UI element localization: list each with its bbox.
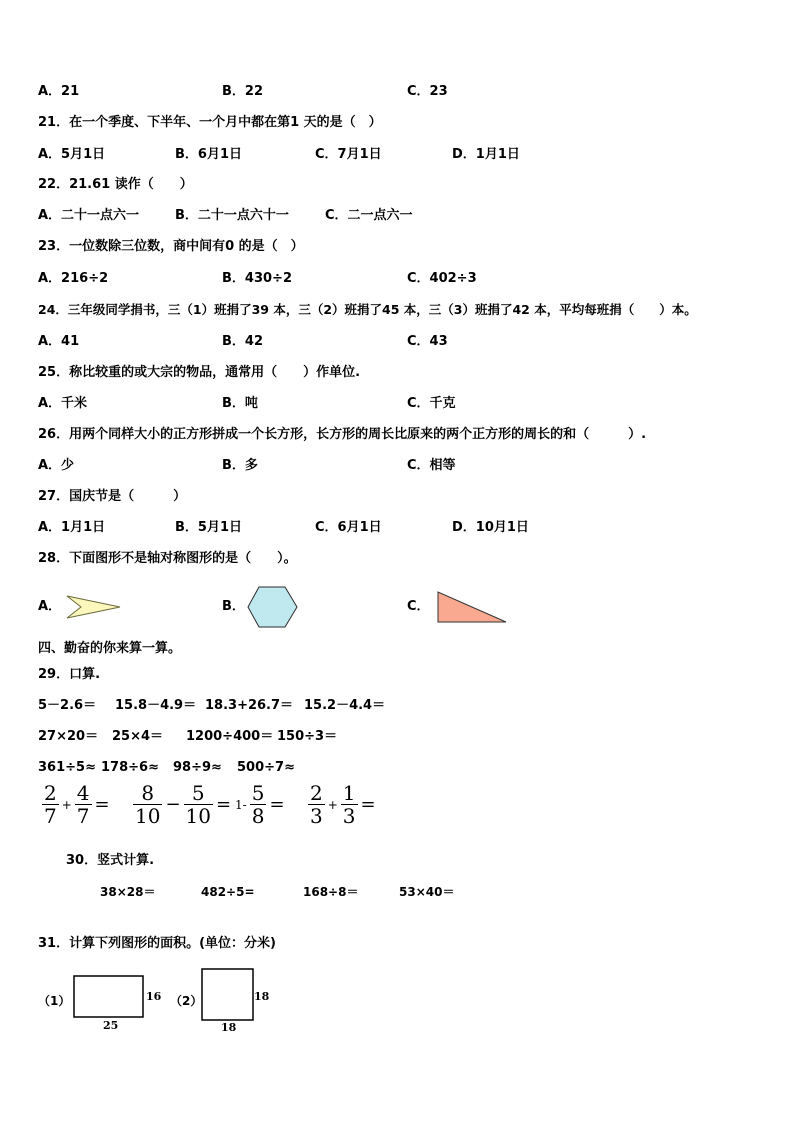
plus-sign: + — [61, 797, 72, 812]
right-triangle-figure — [436, 590, 510, 626]
q24-option-c: C．43 — [407, 334, 448, 349]
fraction-numerator: 1 — [342, 781, 356, 805]
vertical-calc-item: 53×40＝ — [399, 885, 455, 899]
square-width-label: 18 — [221, 1021, 237, 1034]
mental-calc-item: 500÷7≈ — [237, 760, 295, 775]
q23-option-c: C．402÷3 — [407, 271, 477, 286]
fraction-expression-3 — [235, 782, 288, 827]
fraction-denominator: 3 — [310, 804, 323, 828]
fraction-numerator: 2 — [310, 781, 323, 805]
one-minus: 1- — [235, 797, 247, 812]
fraction-numerator: 8 — [133, 782, 162, 805]
equals-sign: = — [269, 794, 285, 815]
mental-calc-item: 361÷5≈ — [38, 760, 96, 775]
q26-option-c: C．相等 — [407, 458, 456, 473]
square-figure — [201, 968, 255, 1022]
q29-stem: 29．口算. — [38, 667, 101, 682]
fraction-denominator: 3 — [342, 804, 356, 828]
q21-option-d: D．1月1日 — [452, 147, 520, 162]
q22-stem: 22．21.61 读作（ ） — [38, 177, 193, 192]
vertical-calc-item: 38×28＝ — [100, 885, 156, 899]
fraction-numerator: 2 — [44, 781, 57, 805]
q26-option-b: B．多 — [222, 458, 258, 473]
fraction-denominator: 7 — [76, 804, 90, 828]
q22-option-b: B．二十一点六十一 — [175, 208, 289, 223]
mental-calc-item: 5－2.6＝ — [38, 698, 97, 713]
q24-option-b: B．42 — [222, 334, 263, 349]
fraction-numerator: 4 — [76, 781, 90, 805]
vertical-calc-item: 168÷8＝ — [303, 885, 359, 899]
fraction-expression-2 — [133, 782, 234, 827]
q23-stem: 23．一位数除三位数，商中间有0 的是（ ） — [38, 239, 304, 254]
mental-calc-item: 178÷6≈ — [101, 760, 159, 775]
q26-option-a: A．少 — [38, 458, 75, 473]
q24-stem: 24．三年级同学捐书，三（1）班捐了39 本，三（2）班捐了45 本，三（3）班捐了42 本，平均每班捐（ ）本。 — [38, 302, 697, 317]
fraction-numerator: 5 — [251, 781, 265, 805]
q28-stem: 28．下面图形不是轴对称图形的是（ ）。 — [38, 551, 297, 566]
q25-option-a: A．千米 — [38, 396, 88, 411]
fraction-denominator: 8 — [251, 804, 265, 828]
q31-stem: 31．计算下列图形的面积。(单位：分米) — [38, 936, 276, 951]
q21-option-a: A．5月1日 — [38, 147, 106, 162]
q20-option-a: A．21 — [38, 84, 80, 99]
q27-option-c: C．6月1日 — [315, 520, 382, 535]
q21-option-b: B．6月1日 — [175, 147, 242, 162]
q27-option-a: A．1月1日 — [38, 520, 106, 535]
fraction-expression-1 — [42, 782, 113, 827]
equals-sign: = — [94, 794, 110, 815]
q28-option-b: B． — [222, 599, 245, 614]
mental-calc-item: 15.8－4.9＝ — [115, 698, 197, 713]
fraction-denominator: 7 — [44, 804, 57, 828]
q21-stem: 21．在一个季度、下半年、一个月中都在第1 天的是（ ） — [38, 115, 382, 130]
rectangle-figure — [73, 975, 145, 1019]
fraction-denominator: 10 — [185, 804, 211, 828]
arrow-shape-figure — [64, 594, 124, 620]
minus-sign: − — [165, 794, 181, 815]
q27-option-d: D．10月1日 — [452, 520, 529, 535]
mental-calc-item: 15.2－4.4＝ — [304, 698, 386, 713]
mental-calc-item: 1200÷400＝ — [186, 729, 274, 744]
fraction-numerator: 5 — [184, 782, 213, 805]
q21-option-c: C．7月1日 — [315, 147, 382, 162]
q20-option-b: B．22 — [222, 84, 263, 99]
q27-stem: 27．国庆节是（ ） — [38, 489, 187, 504]
hexagon-figure — [246, 585, 300, 631]
q23-option-b: B．430÷2 — [222, 271, 292, 286]
mental-calc-item: 150÷3＝ — [277, 729, 338, 744]
rectangle-height-label: 16 — [146, 990, 162, 1003]
equals-sign: = — [360, 794, 376, 815]
square-height-label: 18 — [254, 990, 270, 1003]
fraction-denominator: 10 — [135, 804, 161, 828]
mental-calc-item: 25×4＝ — [112, 729, 164, 744]
q25-option-c: C．千克 — [407, 396, 456, 411]
q24-option-a: A．41 — [38, 334, 80, 349]
figure-1-label: （1） — [38, 994, 71, 1008]
figure-2-label: （2） — [170, 994, 203, 1008]
q20-option-c: C．23 — [407, 84, 448, 99]
q28-option-c: C． — [407, 599, 430, 614]
plus-sign: + — [327, 797, 338, 812]
q22-option-a: A．二十一点六一 — [38, 208, 140, 223]
mental-calc-item: 27×20＝ — [38, 729, 99, 744]
q25-stem: 25．称比较重的或大宗的物品，通常用（ ）作单位. — [38, 365, 361, 380]
q26-stem: 26．用两个同样大小的正方形拼成一个长方形，长方形的周长比原来的两个正方形的周长的和（ ）. — [38, 427, 647, 442]
vertical-calc-item: 482÷5= — [201, 885, 255, 899]
mental-calc-item: 18.3+26.7＝ — [205, 698, 294, 713]
section-four-heading: 四、勤奋的你来算一算。 — [38, 641, 182, 656]
rectangle-width-label: 25 — [103, 1019, 119, 1032]
q25-option-b: B．吨 — [222, 396, 258, 411]
q22-option-c: C．二一点六一 — [325, 208, 413, 223]
equals-sign: = — [216, 794, 232, 815]
q23-option-a: A．216÷2 — [38, 271, 109, 286]
q27-option-b: B．5月1日 — [175, 520, 242, 535]
q28-option-a: A． — [38, 599, 62, 614]
fraction-expression-4 — [308, 782, 379, 827]
mental-calc-item: 98÷9≈ — [173, 760, 222, 775]
q30-stem: 30．竖式计算. — [66, 853, 155, 868]
